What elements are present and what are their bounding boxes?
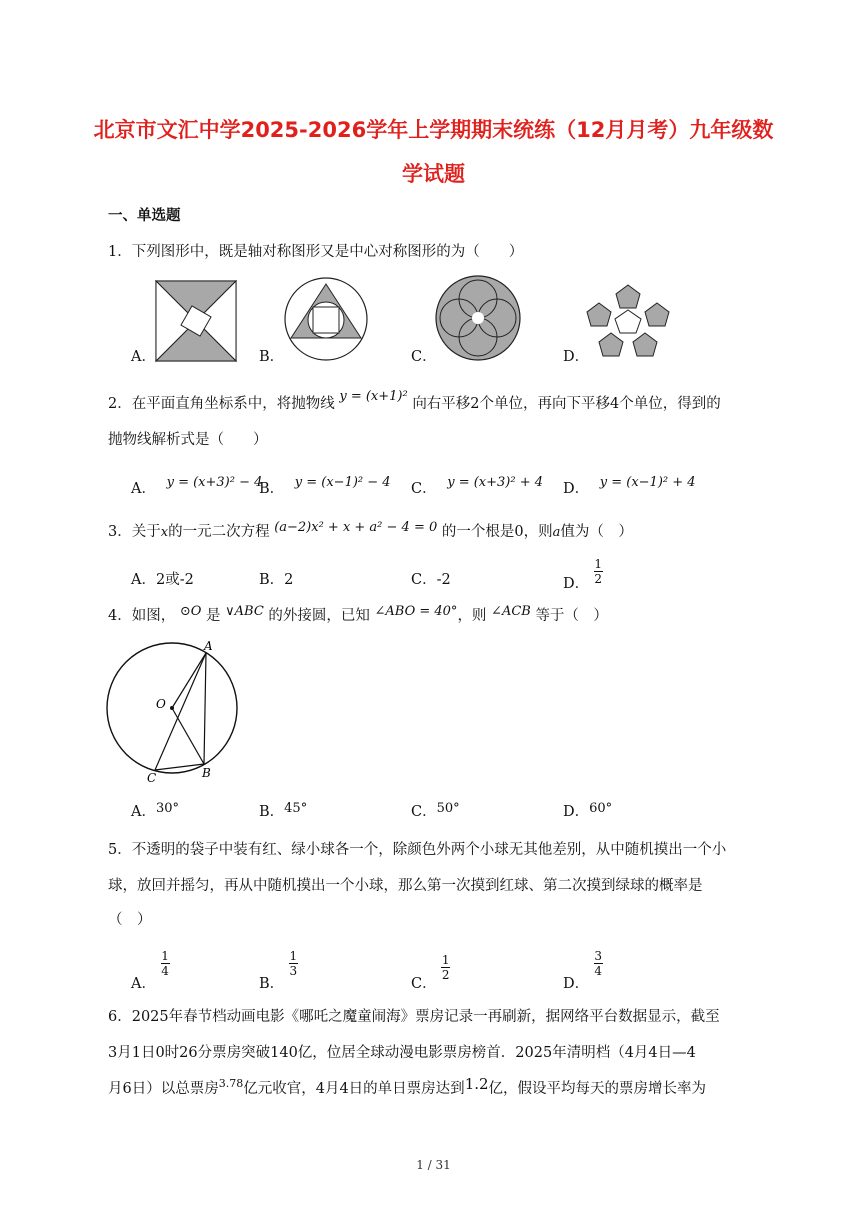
q5-option-d-numerator: 3 xyxy=(594,949,603,963)
q5-option-b xyxy=(259,946,298,992)
q4-option-b xyxy=(259,800,307,821)
q4-stem xyxy=(108,604,608,625)
q2-option-d-expr: y = (x−1)² + 4 xyxy=(599,475,696,490)
q4-stem-part-b: 是 xyxy=(206,608,221,624)
q2-option-c xyxy=(411,477,543,498)
q5-option-a-fraction xyxy=(161,950,170,977)
q6-stem-part-a: 月6日）以总票房 xyxy=(108,1081,219,1097)
q3-option-c-label: C． xyxy=(411,572,437,588)
q1-figure-c-circle-petals xyxy=(435,275,521,361)
q6-daily-box-office: 1.2 xyxy=(464,1075,489,1093)
q4-label-o: O xyxy=(156,697,166,711)
q2-option-a-expr: y = (x+3)² − 4 xyxy=(166,475,263,490)
q4-stem-part-d: ，则 xyxy=(457,608,487,624)
q4-angle-abo: ∠ABO = 40° xyxy=(374,604,458,619)
q1-figure-b-circle-triangle xyxy=(283,276,369,362)
q3-option-d-label: D． xyxy=(563,575,590,592)
q5-option-d-denominator: 4 xyxy=(594,964,603,978)
q3-option-d xyxy=(563,557,603,592)
q4-circumcircle-figure xyxy=(100,636,250,786)
q4-stem-part-c: 的外接圆，已知 xyxy=(268,608,370,624)
q5-option-c xyxy=(411,946,450,992)
q2-option-d-label: D． xyxy=(563,481,590,497)
q5-option-a xyxy=(131,946,170,992)
q4-option-c-label: C． xyxy=(411,804,437,820)
q3-stem-part-b: 的一元二次方程 xyxy=(168,524,270,540)
q2-option-c-label: C． xyxy=(411,481,437,497)
q2-stem-part-a: 2．在平面直角坐标系中，将抛物线 xyxy=(108,396,335,412)
q5-option-b-denominator: 3 xyxy=(289,964,298,978)
q2-option-b xyxy=(259,477,391,498)
q3-option-d-denominator: 2 xyxy=(594,572,603,586)
q3-var-x: x xyxy=(160,525,169,540)
q1-figure-a-pinwheel-square xyxy=(156,281,236,361)
q4-option-c-value: 50° xyxy=(436,801,460,816)
q4-option-c xyxy=(411,800,460,821)
q2-option-b-expr: y = (x−1)² − 4 xyxy=(294,475,391,490)
q5-option-b-label: B． xyxy=(259,975,285,992)
q2-option-d xyxy=(563,477,696,498)
q4-option-a-label: A． xyxy=(131,804,156,820)
q3-option-d-fraction xyxy=(594,558,603,585)
exam-title-line2: 学试题 xyxy=(402,162,465,186)
q3-stem xyxy=(108,520,633,541)
q1-figure-d-pentagons xyxy=(585,283,671,359)
q6-stem-part-b: 亿元收官，4月4日的单日票房达到 xyxy=(243,1081,465,1097)
q3-option-b-value: 2 xyxy=(284,572,294,588)
q3-option-c-value: -2 xyxy=(436,572,451,588)
q5-option-c-numerator: 1 xyxy=(441,953,450,967)
q4-option-d xyxy=(563,800,612,821)
section-heading: 一、单选题 xyxy=(108,208,181,224)
q3-stem-part-d: 值为（ ） xyxy=(560,524,633,540)
q3-option-c xyxy=(411,568,451,589)
q4-label-a: A xyxy=(204,639,213,653)
q5-option-a-numerator: 1 xyxy=(161,949,169,963)
q2-stem-line1 xyxy=(108,389,721,413)
q5-stem-line1: 5．不透明的袋子中装有红、绿小球各一个，除颜色外两个小球无其他差别，从中随机摸出一个小 xyxy=(108,842,727,858)
q5-option-d xyxy=(563,946,603,992)
q2-stem-line2: 抛物线解析式是（ ） xyxy=(108,432,268,448)
q4-angle-acb: ∠ACB xyxy=(491,604,531,619)
q5-stem-line3: （ ） xyxy=(108,912,152,928)
q3-var-a: a xyxy=(552,525,561,540)
q5-option-c-denominator: 2 xyxy=(441,968,450,982)
q2-option-a xyxy=(131,477,262,498)
q4-option-a xyxy=(131,800,179,821)
q4-option-b-label: B． xyxy=(259,804,285,820)
q1-option-c: C． xyxy=(411,349,437,365)
q3-option-a-label: A． xyxy=(131,572,156,588)
q3-option-a-value: 2或-2 xyxy=(155,572,194,588)
q2-option-c-expr: y = (x+3)² + 4 xyxy=(447,475,543,490)
exam-title-line1: 北京市文汇中学2025-2026学年上学期期末统练（12月月考）九年级数 xyxy=(93,118,774,142)
page-number: 1 / 31 xyxy=(416,1158,451,1172)
q5-option-d-fraction xyxy=(594,950,603,977)
q3-equation: (a−2)x² + x + a² − 4 = 0 xyxy=(274,520,438,535)
q3-option-d-numerator: 1 xyxy=(594,557,603,571)
q4-stem-part-a: 4．如图， xyxy=(108,608,176,624)
q2-original-parabola: y = (x+1)² xyxy=(339,389,408,404)
q4-label-b: B xyxy=(202,766,211,780)
q4-option-b-value: 45° xyxy=(284,801,308,816)
q3-option-a xyxy=(131,568,194,589)
q6-stem-line1: 6．2025年春节档动画电影《哪吒之魔童闹海》票房记录一再刷新，据网络平台数据显示，截至 xyxy=(108,1009,720,1025)
q4-label-c: C xyxy=(147,771,157,785)
q4-circle-o: ⊙O xyxy=(179,604,202,619)
q5-option-d-label: D． xyxy=(563,975,590,992)
q1-option-b: B． xyxy=(259,349,285,365)
q5-option-a-label: A． xyxy=(131,975,156,992)
q4-stem-part-e: 等于（ ） xyxy=(535,608,608,624)
q5-stem-line2: 球，放回并摇匀，再从中随机摸出一个小球，那么第一次摸到红球、第二次摸到绿球的概率是 xyxy=(108,878,703,894)
q3-stem-part-a: 3．关于 xyxy=(108,524,161,540)
q3-stem-part-c: 的一个根是0，则 xyxy=(441,524,553,540)
q4-option-d-label: D． xyxy=(563,804,590,820)
q6-stem-line2: 3月1日0时26分票房突破140亿，位居全球动漫电影票房榜首．2025年清明档（4月4日—4 xyxy=(108,1045,696,1061)
q3-option-b-label: B． xyxy=(259,572,285,588)
q4-option-a-value: 30° xyxy=(155,801,180,816)
q4-triangle-abc: ∨ABC xyxy=(225,604,264,619)
q6-stem-part-c: 亿，假设平均每天的票房增长率为 xyxy=(488,1081,707,1097)
q5-option-c-fraction xyxy=(441,954,450,981)
q5-option-b-fraction xyxy=(289,950,298,977)
q2-option-b-label: B． xyxy=(259,481,285,497)
q6-stem-line3 xyxy=(108,1077,706,1098)
q5-option-b-numerator: 1 xyxy=(289,949,298,963)
q1-option-d: D． xyxy=(563,349,590,365)
q6-total-box-office: 3.78 xyxy=(218,1077,244,1090)
q5-option-c-label: C． xyxy=(411,975,437,992)
q4-option-d-value: 60° xyxy=(589,801,613,816)
q1-option-a: A． xyxy=(131,349,156,365)
q3-option-b xyxy=(259,568,293,589)
q2-option-a-label: A． xyxy=(131,481,156,497)
q1-stem: 1．下列图形中，既是轴对称图形又是中心对称图形的为（ ） xyxy=(108,244,524,260)
q5-option-a-denominator: 4 xyxy=(161,964,169,978)
q2-stem-part-b: 向右平移2个单位，再向下平移4个单位，得到的 xyxy=(412,396,721,412)
